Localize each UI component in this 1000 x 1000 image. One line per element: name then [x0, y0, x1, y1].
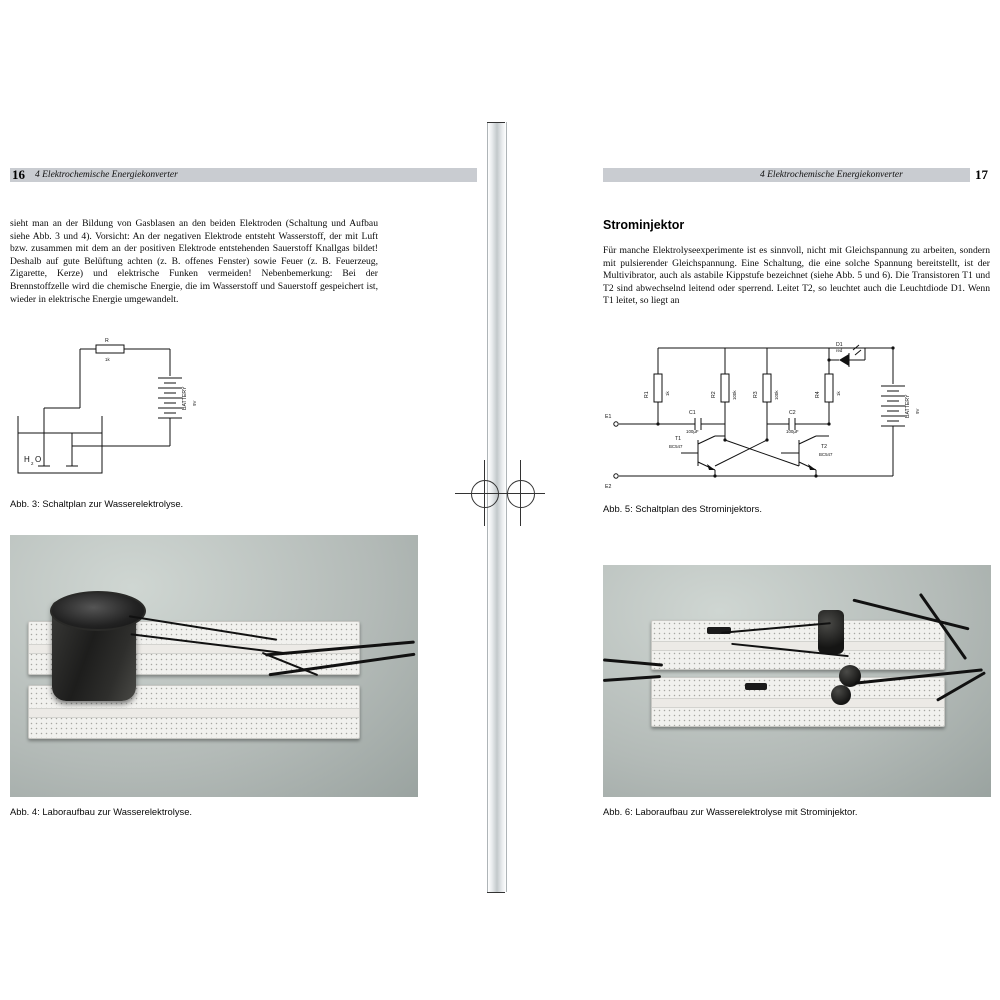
- right-page-folio: 17: [975, 167, 988, 182]
- figure-6-caption: Abb. 6: Laboraufbau zur Wasserelektrolyse mit Strominjektor.: [603, 806, 858, 817]
- svg-text:BC547: BC547: [669, 444, 683, 449]
- svg-text:red: red: [836, 348, 843, 353]
- svg-text:1k: 1k: [665, 391, 670, 396]
- svg-text:D1: D1: [836, 342, 843, 348]
- figure-5-caption: Abb. 5: Schaltplan des Strominjektors.: [603, 503, 762, 514]
- figure-5-schematic: [603, 336, 933, 496]
- spine-bottom-edge: [487, 892, 505, 893]
- transistor-1: [831, 685, 851, 705]
- left-page-folio: 16: [12, 167, 25, 182]
- right-page-running-head: 4 Elektrochemische Energiekonverter: [760, 170, 903, 180]
- right-page-subhead: Strominjektor: [603, 218, 685, 232]
- svg-text:1k: 1k: [105, 357, 110, 362]
- svg-text:R: R: [105, 338, 109, 344]
- svg-text:BATTERY: BATTERY: [905, 394, 911, 418]
- svg-text:R4: R4: [815, 391, 821, 398]
- svg-text:9V: 9V: [915, 408, 920, 414]
- svg-text:C2: C2: [789, 410, 796, 416]
- svg-text:R2: R2: [711, 391, 717, 398]
- svg-text:R3: R3: [753, 391, 759, 398]
- svg-text:100µF: 100µF: [786, 429, 799, 434]
- breadboard-upper: [651, 620, 945, 670]
- figure-3-schematic: [10, 338, 310, 488]
- svg-text:E1: E1: [605, 414, 612, 420]
- left-page-body-text: sieht man an der Bildung von Gasblasen an den beiden Elektroden (Schaltung und Aufbau siehe Abb. 3 und 4). Vorsicht: An der negativen Elektrode entsteht Wasserstoff, der mit Luft bzw. zusammen mit dem an der positiven Elektrode entstehenden Sauerstoff Knallgas bildet! Deshalb auf gute Belüftung achten (z. B. offenes Fenster) sowie Feuer (z. B. Feuerzeug, Zigarette, Kerze) und elektrische Funken vermeiden! Nebenbemerkung: Bei der Brennstoffzelle wird die chemische Energie, die im Wasserstoff und Sauerstoff gespeichert ist, wieder in elektrische Energie umgewandelt.: [10, 218, 378, 305]
- svg-text:T2: T2: [821, 444, 828, 450]
- figure-4-caption: Abb. 4: Laboraufbau zur Wasserelektrolyse.: [10, 806, 193, 817]
- svg-text:2: 2: [31, 461, 34, 466]
- svg-text:100k: 100k: [732, 390, 737, 400]
- svg-text:R1: R1: [644, 391, 650, 398]
- svg-text:100k: 100k: [774, 390, 779, 400]
- svg-text:T1: T1: [675, 436, 682, 442]
- breadboard-center-channel: [29, 708, 359, 718]
- registration-crosshair-vertical-left: [484, 460, 485, 526]
- svg-text:C1: C1: [689, 410, 696, 416]
- figure-3-caption: Abb. 3: Schaltplan zur Wasserelektrolyse.: [10, 498, 184, 509]
- beaker-rim: [50, 591, 146, 631]
- electrolytic-capacitor-1: [818, 610, 844, 654]
- svg-text:BATTERY: BATTERY: [182, 386, 188, 410]
- svg-text:O: O: [35, 455, 42, 464]
- svg-text:BC547: BC547: [819, 452, 833, 457]
- svg-text:E2: E2: [605, 484, 612, 490]
- spine-top-edge: [487, 122, 505, 123]
- svg-text:H: H: [24, 455, 30, 464]
- figure-6-photo: [603, 565, 991, 797]
- right-page-body-text: Für manche Elektrolyseexperimente ist es sinnvoll, nicht mit Gleichspannung zu arbeiten, sondern mit pulsierender Gleichspannung. Eine Schaltung, die eine solche Spannung bereitstellt, ist der Multivibrator, auch als astabile Kippstufe bezeichnet (siehe Abb. 5 und 6). Die Transistoren T1 und T2 sind abwechselnd leitend oder sperrend. Leitet T2, so leuchtet auch die Leuchtdiode D1. Wenn T1 leitet, so liegt an: [603, 245, 990, 307]
- figure-4-photo: [10, 535, 418, 797]
- registration-crosshair-vertical-right: [520, 460, 521, 526]
- svg-text:100µF: 100µF: [686, 429, 699, 434]
- left-page-running-head: 4 Elektrochemische Energiekonverter: [35, 170, 178, 180]
- resistor-body-2: [745, 683, 767, 690]
- breadboard-center-channel: [652, 698, 944, 708]
- registration-mark-left: [471, 480, 499, 508]
- svg-text:1k: 1k: [836, 391, 841, 396]
- svg-text:9V: 9V: [192, 400, 197, 406]
- breadboard-lower: [651, 677, 945, 727]
- registration-crosshair-horizontal: [455, 493, 545, 494]
- registration-mark-right: [507, 480, 535, 508]
